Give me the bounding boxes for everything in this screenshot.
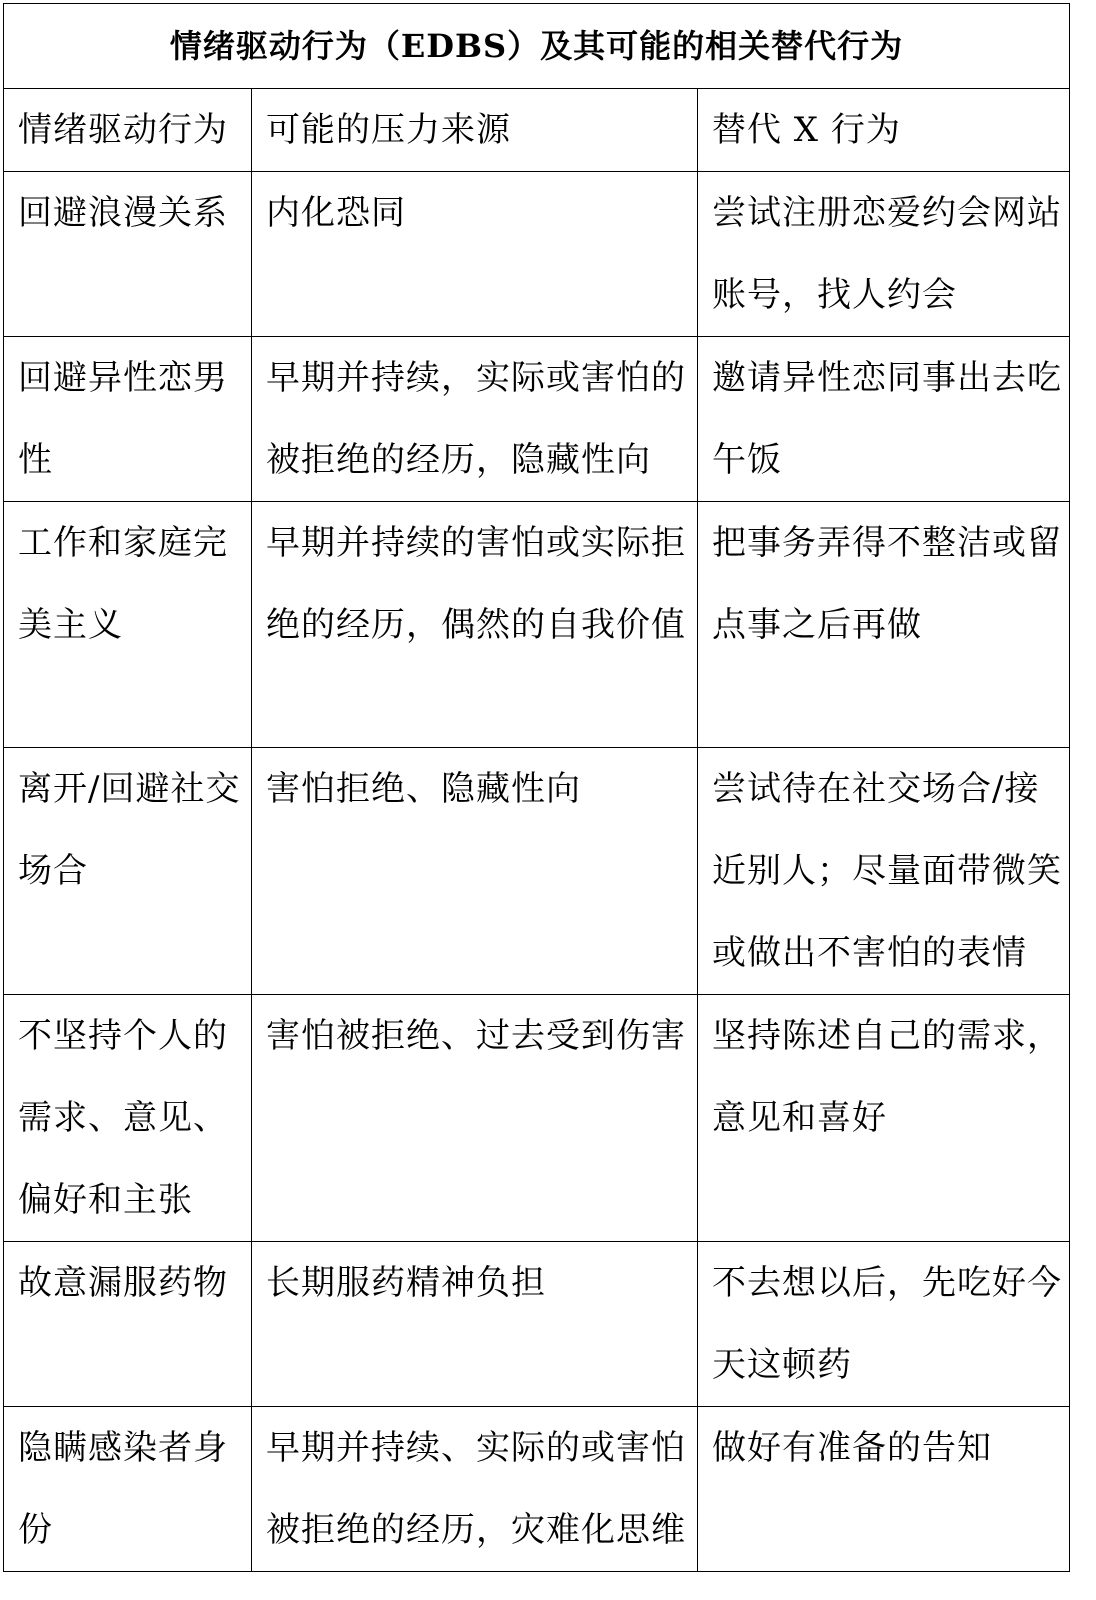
table-row	[4, 337, 1070, 502]
cell-alternative: 不去想以后，先吃好今天这顿药	[698, 1242, 1070, 1407]
cell-stress-source: 早期并持续，实际或害怕的被拒绝的经历，隐藏性向	[252, 337, 698, 502]
cell-alternative: 坚持陈述自己的需求，意见和喜好	[698, 995, 1070, 1242]
cell-stress-source: 害怕被拒绝、过去受到伤害	[252, 995, 698, 1242]
cell-alternative: 把事务弄得不整洁或留点事之后再做	[698, 502, 1070, 748]
cell-behavior: 工作和家庭完美主义	[4, 502, 252, 748]
cell-alternative: 做好有准备的告知	[698, 1407, 1070, 1572]
cell-behavior: 离开/回避社交场合	[4, 748, 252, 995]
table-row	[4, 172, 1070, 337]
cell-stress-source: 害怕拒绝、隐藏性向	[252, 748, 698, 995]
cell-alternative: 尝试注册恋爱约会网站账号，找人约会	[698, 172, 1070, 337]
cell-behavior: 回避浪漫关系	[4, 172, 252, 337]
cell-stress-source: 早期并持续、实际的或害怕被拒绝的经历，灾难化思维	[252, 1407, 698, 1572]
document-page	[3, 3, 1071, 1565]
table-row	[4, 748, 1070, 995]
table-row	[4, 502, 1070, 748]
edbs-table	[3, 3, 1070, 1572]
cell-behavior: 回避异性恋男性	[4, 337, 252, 502]
cell-behavior: 不坚持个人的需求、意见、偏好和主张	[4, 995, 252, 1242]
table-title: 情绪驱动行为（EDBS）及其可能的相关替代行为	[4, 4, 1070, 89]
cell-alternative: 尝试待在社交场合/接近别人；尽量面带微笑或做出不害怕的表情	[698, 748, 1070, 995]
cell-behavior: 故意漏服药物	[4, 1242, 252, 1407]
table-row	[4, 1242, 1070, 1407]
header-behavior: 情绪驱动行为	[4, 89, 252, 172]
cell-stress-source: 长期服药精神负担	[252, 1242, 698, 1407]
table-row	[4, 995, 1070, 1242]
cell-behavior: 隐瞒感染者身份	[4, 1407, 252, 1572]
header-stress-source: 可能的压力来源	[252, 89, 698, 172]
cell-stress-source: 内化恐同	[252, 172, 698, 337]
cell-alternative: 邀请异性恋同事出去吃午饭	[698, 337, 1070, 502]
header-alternative: 替代 X 行为	[698, 89, 1070, 172]
table-title-row	[4, 4, 1070, 89]
cell-stress-source: 早期并持续的害怕或实际拒绝的经历，偶然的自我价值	[252, 502, 698, 748]
table-row	[4, 1407, 1070, 1572]
table-header-row	[4, 89, 1070, 172]
